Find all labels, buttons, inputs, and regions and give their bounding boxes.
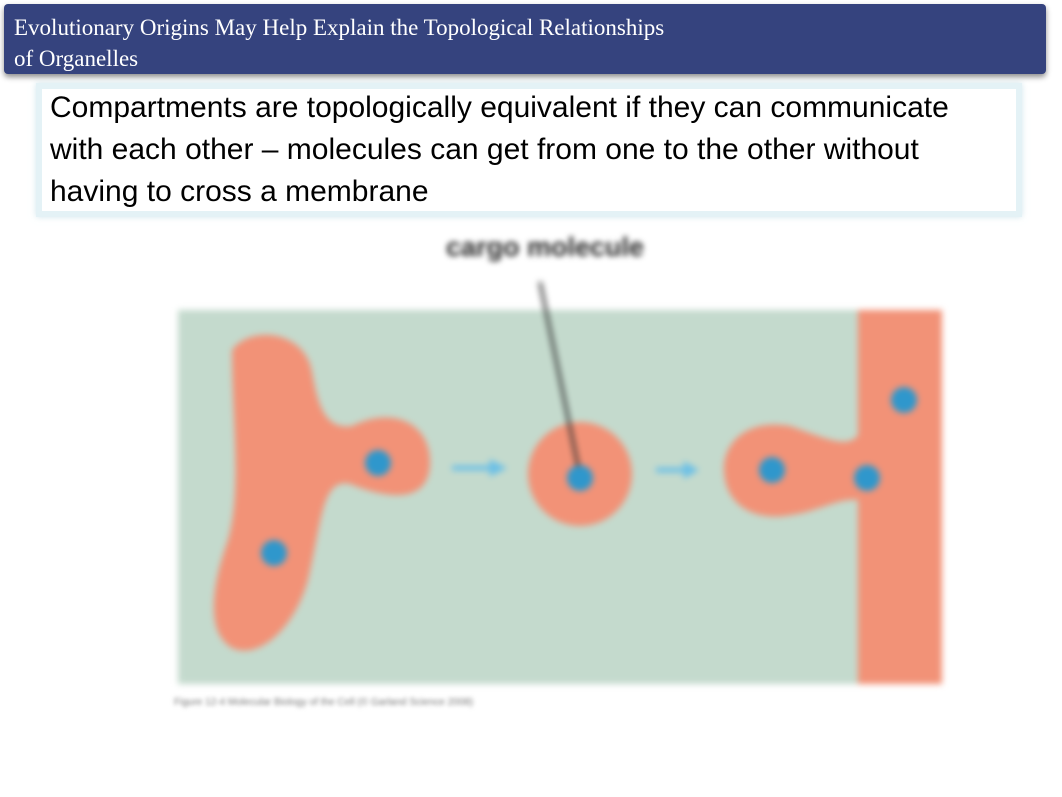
cargo-molecule	[759, 457, 785, 483]
slide-title-line-1: Evolutionary Origins May Help Explain the Topological Relationships	[14, 15, 665, 40]
cargo-molecule-label: cargo molecule	[446, 232, 645, 262]
cargo-molecule	[854, 465, 880, 491]
cargo-molecule	[891, 387, 917, 413]
figure-credit: Figure 12-4 Molecular Biology of the Cell (© Garland Science 2008)	[174, 697, 474, 708]
cargo-molecule	[365, 450, 391, 476]
cargo-molecule	[261, 540, 287, 566]
right-compartment	[858, 310, 942, 684]
slide-body-text: Compartments are topologically equivalent if they can communicate with each other – molecules can get from one to the other without having to cross a membrane	[50, 91, 949, 208]
slide-title-line-2: of Organelles	[14, 46, 139, 71]
cargo-molecule	[567, 465, 593, 491]
